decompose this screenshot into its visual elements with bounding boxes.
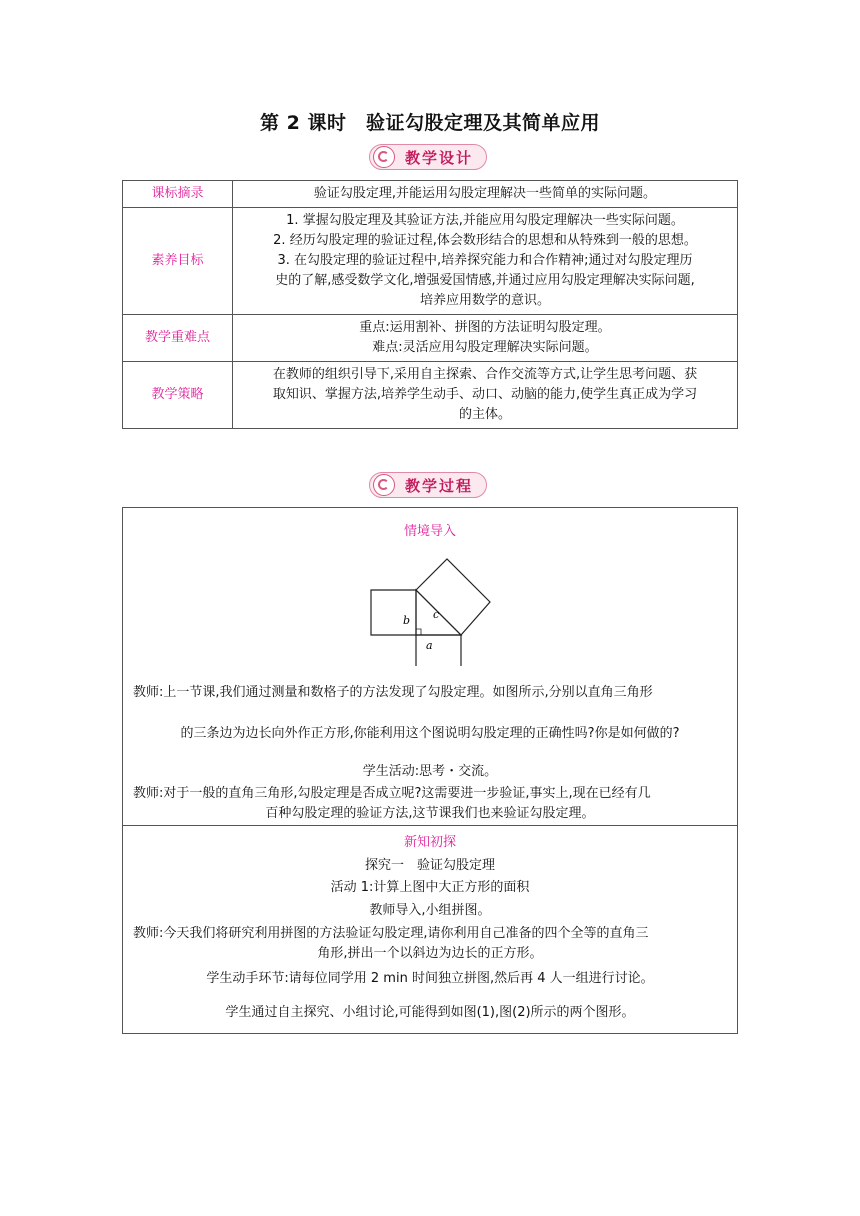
content-line: 取知识、掌握方法,培养学生动手、动口、动脑的能力,使学生真正成为学习 xyxy=(272,387,698,402)
teaching-process-box xyxy=(122,507,738,1034)
teacher-line: 角形,拼出一个以斜边为边长的正方形。 xyxy=(317,946,543,961)
hands-on-line: 学生动手环节:请每位同学用 2 min 时间独立拼图,然后再 4 人一组进行讨论。 xyxy=(206,971,654,986)
table-row xyxy=(123,208,738,315)
content-line: 培养应用数学的意识。 xyxy=(419,293,550,308)
banner-label: 教学过程 xyxy=(405,476,474,495)
label-a: a xyxy=(426,639,433,652)
section-heading: 情境导入 xyxy=(403,524,456,539)
row-content xyxy=(233,181,738,208)
content-line: 3. 在勾股定理的验证过程中,培养探究能力和合作精神;通过对勾股定理历 xyxy=(277,253,693,268)
content-line: 史的了解,感受数学文化,增强爱国情感,并通过应用勾股定理解决实际问题, xyxy=(275,273,695,288)
teacher-line: 教师:对于一般的直角三角形,勾股定理是否成立呢?这需要进一步验证,事实上,现在已经有几 xyxy=(133,786,651,801)
activity-title: 活动 1:计算上图中大正方形的面积 xyxy=(330,880,530,895)
ribbon-circle-icon xyxy=(373,474,395,496)
explore-title: 探究一 验证勾股定理 xyxy=(364,858,495,873)
content-line: 在教师的组织引导下,采用自主探索、合作交流等方式,让学生思考问题、获 xyxy=(272,367,698,382)
row-label: 教学重难点 xyxy=(123,315,233,362)
row-content xyxy=(233,362,738,429)
content-line: 1. 掌握勾股定理及其验证方法,并能应用勾股定理解决一些实际问题。 xyxy=(286,213,684,228)
content-line: 2. 经历勾股定理的验证过程,体会数形结合的思想和从特殊到一般的思想。 xyxy=(273,233,697,248)
label-b: b xyxy=(403,614,411,627)
table-row xyxy=(123,362,738,429)
teacher-line: 教师:上一节课,我们通过测量和数格子的方法发现了勾股定理。如图所示,分别以直角三角形 xyxy=(133,685,653,700)
pythagoras-squares-figure xyxy=(363,556,493,666)
content-line: 验证勾股定理,并能运用勾股定理解决一些简单的实际问题。 xyxy=(313,186,657,201)
label-c: c xyxy=(433,608,440,621)
section-heading: 新知初探 xyxy=(403,835,456,850)
student-activity: 学生活动:思考・交流。 xyxy=(362,764,498,779)
row-label: 教学策略 xyxy=(123,362,233,429)
teacher-line: 的三条边为边长向外作正方形,你能利用这个图说明勾股定理的正确性吗?你是如何做的? xyxy=(180,726,680,741)
teacher-line: 教师:今天我们将研究利用拼图的方法验证勾股定理,请你利用自己准备的四个全等的直角三 xyxy=(133,926,649,941)
table-row xyxy=(123,315,738,362)
teaching-process-banner xyxy=(369,472,487,498)
content-line: 的主体。 xyxy=(458,407,511,422)
teaching-design-table xyxy=(122,180,738,429)
row-label: 素养目标 xyxy=(123,208,233,315)
result-line: 学生通过自主探究、小组讨论,可能得到如图(1),图(2)所示的两个图形。 xyxy=(225,1005,635,1020)
right-angle-mark xyxy=(416,629,421,635)
row-content xyxy=(233,208,738,315)
teaching-design-banner xyxy=(369,144,487,170)
table-row xyxy=(123,181,738,208)
ribbon-circle-icon xyxy=(373,146,395,168)
intro-line: 教师导入,小组拼图。 xyxy=(369,903,491,918)
content-line: 重点:运用割补、拼图的方法证明勾股定理。 xyxy=(359,320,611,335)
square-c xyxy=(416,559,490,635)
page-title: 第 2 课时 验证勾股定理及其简单应用 xyxy=(260,112,600,134)
banner-label: 教学设计 xyxy=(405,148,474,167)
content-line: 难点:灵活应用勾股定理解决实际问题。 xyxy=(372,340,598,355)
teacher-line: 百种勾股定理的验证方法,这节课我们也来验证勾股定理。 xyxy=(265,806,595,821)
square-a xyxy=(416,635,461,666)
square-b xyxy=(371,590,416,635)
row-content xyxy=(233,315,738,362)
row-label: 课标摘录 xyxy=(123,181,233,208)
situation-intro-section xyxy=(123,508,737,826)
